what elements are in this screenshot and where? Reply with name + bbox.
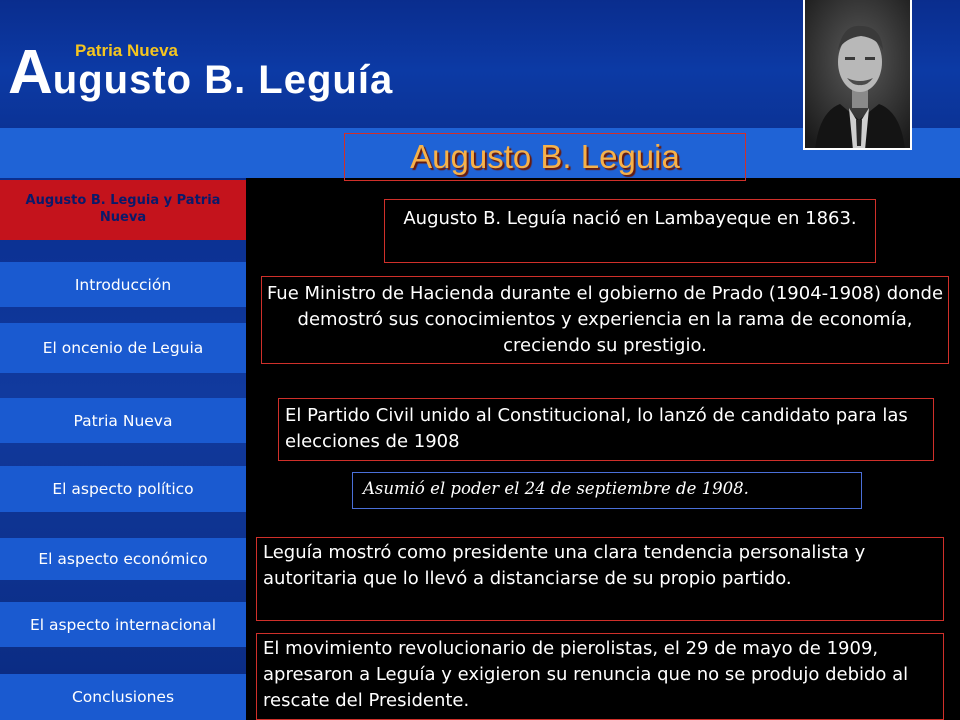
- paragraph-asumio: Asumió el poder el 24 de septiembre de 1908.: [352, 472, 862, 509]
- paragraph-pierolistas: El movimiento revolucionario de pierolistas, el 29 de mayo de 1909, apresaron a Leguía y exigieron su renuncia que no se produjo debido al rescate del Presidente.: [256, 633, 944, 720]
- sidebar-item-oncenio[interactable]: El oncenio de Leguia: [0, 323, 246, 373]
- sidebar-item-leguia-patria-nueva[interactable]: Augusto B. Leguia y Patria Nueva: [0, 180, 246, 240]
- sidebar-item-aspecto-politico[interactable]: El aspecto político: [0, 466, 246, 512]
- sidebar-item-patria-nueva[interactable]: Patria Nueva: [0, 398, 246, 443]
- header-subtitle: Patria Nueva: [75, 41, 178, 60]
- main-title: Augusto B. Leguia: [410, 138, 680, 175]
- paragraph-birth: Augusto B. Leguía nació en Lambayeque en 1863.: [384, 199, 876, 263]
- paragraph-personalista: Leguía mostró como presidente una clara tendencia personalista y autoritaria que lo llevó a distanciarse de su propio partido.: [256, 537, 944, 621]
- sidebar-item-aspecto-economico[interactable]: El aspecto económico: [0, 538, 246, 580]
- paragraph-ministro: Fue Ministro de Hacienda durante el gobierno de Prado (1904-1908) donde demostró sus conocimientos y experiencia en la rama de economía, creciendo su prestigio.: [261, 276, 949, 364]
- header-title-rest: ugusto B. Leguía: [52, 58, 394, 102]
- portrait-image: [803, 0, 912, 150]
- main-title-box: [344, 133, 746, 181]
- sidebar-item-aspecto-internacional[interactable]: El aspecto internacional: [0, 602, 246, 647]
- sidebar-item-introduccion[interactable]: Introducción: [0, 262, 246, 307]
- sidebar: [0, 178, 246, 720]
- paragraph-candidato: El Partido Civil unido al Constitucional, lo lanzó de candidato para las elecciones de 1908: [278, 398, 934, 461]
- header-title-initial: A: [8, 38, 53, 107]
- portrait-svg: [805, 0, 912, 150]
- header-title: [8, 38, 394, 107]
- sidebar-item-conclusiones[interactable]: Conclusiones: [0, 674, 246, 720]
